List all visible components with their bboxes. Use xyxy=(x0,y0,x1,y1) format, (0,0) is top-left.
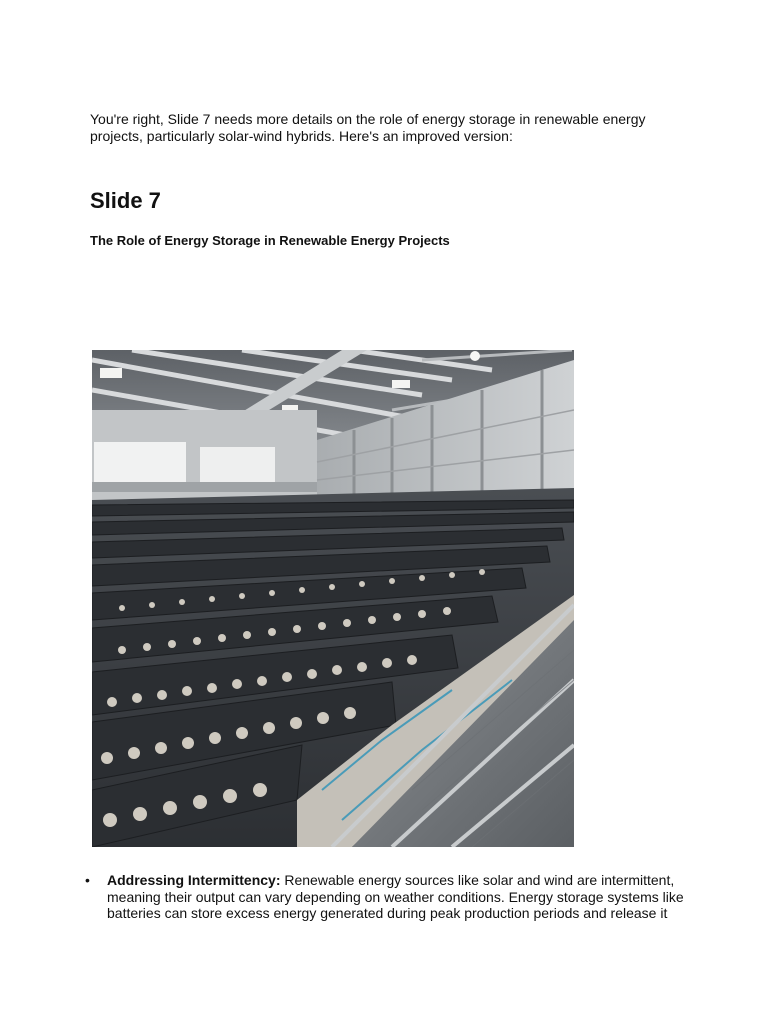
bullet-text: Renewable energy sources like solar and wind are intermittent, meaning their output can vary depending on weather conditions. Energy storage systems like batteries can store excess energy generated during peak production periods and release it xyxy=(107,872,684,921)
bullet-list xyxy=(80,872,690,922)
slide-subtitle: The Role of Energy Storage in Renewable Energy Projects xyxy=(90,233,450,248)
intro-paragraph: You're right, Slide 7 needs more details on the role of energy storage in renewable energy projects, particularly solar-wind hybrids. Here's an improved version: xyxy=(90,111,646,144)
battery-storage-facility-photo xyxy=(92,350,574,847)
bullet-marker: • xyxy=(85,872,90,888)
bullet-term: Addressing Intermittency: xyxy=(107,872,281,888)
bullet-item-addressing-intermittency xyxy=(80,872,690,922)
slide-title: Slide 7 xyxy=(90,188,161,213)
